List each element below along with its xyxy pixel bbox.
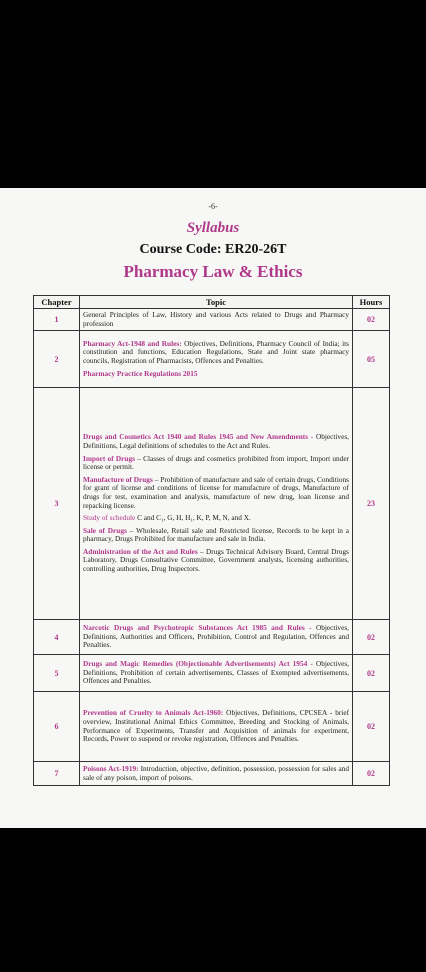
topic-part: [83, 514, 349, 523]
hours-value: 02: [353, 692, 390, 762]
chapter-number: 5: [34, 655, 80, 692]
course-code: Course Code: ER20-26T: [139, 242, 287, 257]
topic-part: [83, 548, 349, 574]
topic-heading: Manufacture of Drugs: [83, 474, 153, 484]
topic-part: [83, 709, 349, 743]
topic-lead: Study of schedule: [83, 513, 136, 523]
chapter-number: 6: [34, 692, 80, 762]
topic-heading: Narcotic Drugs and Psychotropic Substances Act 1985 and Rules -: [83, 623, 312, 633]
chapter-header: Chapter: [34, 296, 80, 309]
topic-text: – Drugs Technical Advisory Board, Central Drugs Laboratory, Drugs Consultative Committee, Government analysts, licensing authorities, controlling authorities, Drug Inspectors.: [83, 546, 349, 574]
table-row: [34, 620, 390, 655]
hours-value: 23: [353, 388, 390, 620]
topic-text: – Classes of drugs and cosmetics prohibited from import, Import under license or permit.: [83, 453, 350, 472]
hours-value: 05: [353, 331, 390, 388]
topic-cell: [80, 655, 353, 692]
syllabus-heading: Syllabus: [186, 220, 240, 236]
topic-text: Objectives, Definitions, CPCSEA - brief overview, Institutional Animal Ethics Committee, Breeding and Stocking of Animals, Performance of Experiments, Transfer and Acquisition of animals for experiment, Records, Power to suspend or revoke registration, Offences and Penalties.: [83, 708, 350, 744]
table-header-row: [34, 296, 390, 309]
topic-text: – Prohibition of manufacture and sale of certain drugs, Conditions for grant of license and conditions of license for manufacture of drugs, Manufacture of drugs for test, examination and analysis, manufacture of new drug, loan license and repacking license.: [83, 474, 349, 510]
topic-text: Introduction, objective, definition, possession, possession for sales and sale of any poison, import of poisons.: [83, 763, 349, 782]
topic-part: [83, 765, 349, 782]
hours-value: 02: [353, 309, 390, 331]
topic-cell: [80, 331, 353, 388]
hours-value: 02: [353, 762, 390, 786]
hours-value: 02: [353, 620, 390, 655]
table-row: [34, 331, 390, 388]
topic-heading: Administration of the Act and Rules: [83, 546, 198, 556]
table-row: [34, 762, 390, 786]
topic-part: [83, 340, 349, 366]
topic-text: – Wholesale, Retail sale and Restricted license, Records to be kept in a pharmacy, Drugs Prohibited for manufacture and sale in India.: [83, 525, 349, 544]
topic-part: [83, 624, 349, 650]
topic-part: [83, 311, 349, 328]
document-page: [0, 188, 426, 828]
topic-text: Objectives, Definitions, Prohibition of certain advertisements, Classes of Exempted advertisements, Offences and Penalties.: [83, 659, 349, 686]
topic-heading: Prevention of Cruelty to Animals Act-1960:: [83, 708, 224, 718]
topic-text: Objectives, Definitions, Pharmacy Council of India; its constitution and functions, Education Regulations, State and Joint state pharmacy councils, Registration of Pharmacists, Offences and Penalties.: [83, 338, 349, 365]
topic-heading: Drugs and Cosmetics Act 1940 and Rules 1945 and New Amendments -: [83, 432, 314, 442]
chapter-number: 7: [34, 762, 80, 786]
table-row: [34, 388, 390, 620]
chapter-number: 4: [34, 620, 80, 655]
topic-heading: Sale of Drugs: [83, 525, 127, 535]
table-row: [34, 309, 390, 331]
topic-heading: Import of Drugs: [83, 453, 135, 463]
topic-cell: [80, 309, 353, 331]
topic-text: Objectives, Definitions, Authorities and Officers, Prohibition, Control and Regulation, Offences and Penalties.: [83, 623, 349, 650]
table-row: [34, 692, 390, 762]
topic-cell: [80, 388, 353, 620]
table-row: [34, 655, 390, 692]
topic-cell: [80, 762, 353, 786]
topic-heading: Poisons Act-1919:: [83, 763, 139, 773]
chapter-number: 1: [34, 309, 80, 331]
topic-heading: Pharmacy Act-1948 and Rules:: [83, 338, 182, 348]
topic-header: Topic: [80, 296, 353, 309]
topic-heading: Pharmacy Practice Regulations 2015: [83, 368, 198, 378]
topic-part: [83, 370, 349, 379]
hours-value: 02: [353, 655, 390, 692]
topic-text: Objectives, Definitions, Legal definitions of schedules to the Act and Rules.: [83, 432, 349, 450]
chapter-number: 3: [34, 388, 80, 620]
page-number: -6-: [208, 202, 218, 211]
topic-part: [83, 527, 349, 544]
topic-part: [83, 660, 349, 686]
topic-cell: [80, 692, 353, 762]
hours-header: Hours: [353, 296, 390, 309]
topic-text: C and C₁, G, H, H₁, K, P, M, N, and X.: [135, 513, 251, 523]
subject-title: Pharmacy Law & Ethics: [123, 262, 303, 281]
topic-text: General Principles of Law, History and various Acts related to Drugs and Pharmacy profession: [83, 309, 349, 328]
topic-part: [83, 476, 349, 510]
chapter-number: 2: [34, 331, 80, 388]
topic-part: [83, 455, 349, 472]
topic-part: [83, 433, 349, 450]
syllabus-table: [33, 295, 390, 786]
topic-cell: [80, 620, 353, 655]
topic-heading: Drugs and Magic Remedies (Objectionable Advertisements) Act 1954 -: [83, 659, 313, 669]
